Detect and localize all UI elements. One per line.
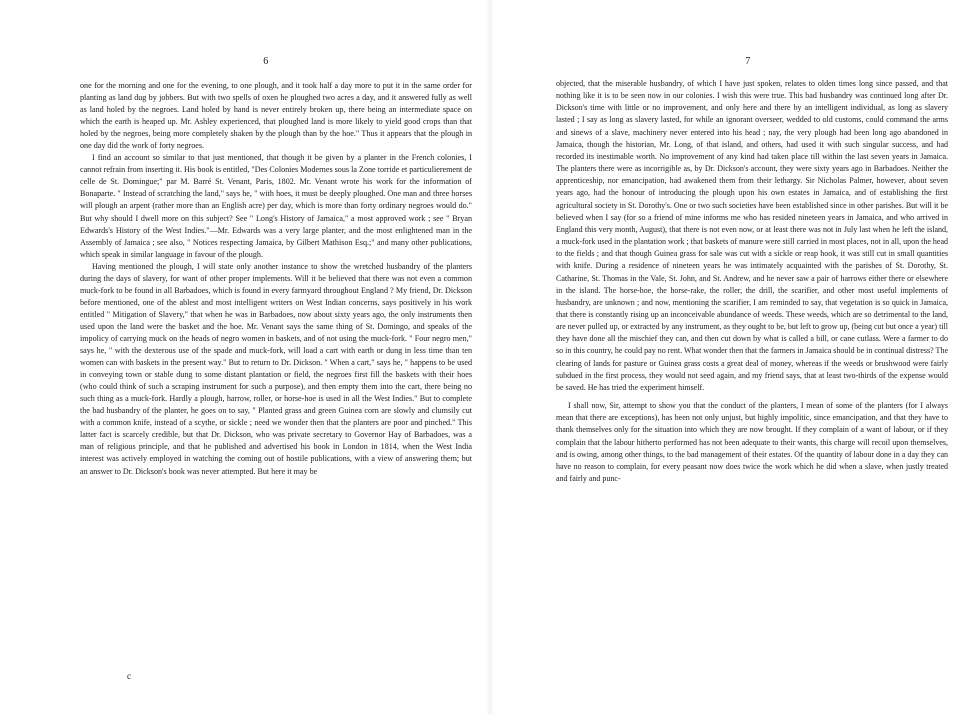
signature-mark: c <box>127 671 131 681</box>
paragraph: I find an account so similar to that just mentioned, that though it be given by a planter in the French colonies, I cannot refrain from inserting it. His book is entitled, "Des Colonies Modernes sous la Zone torride et particulierement de celle de St. Domingue;" par M. Barré St. Venant, Paris, 1802. Mr. Venant wrote his work for the information of Bonaparte. " Instead of scratching the land," says he, " with hoes, it must be deeply ploughed. One man and three horses will plough an arpent (rather more than an English acre) per day, which is more than forty ordinary negroes would do." But why should I dwell more on this subject? See " Long's History of Jamaica," a most approved work ; see " Bryan Edwards's History of the West Indies."—Mr. Edwards was a very large planter, and the most enlightened man in the Assembly of Jamaica ; see also, " Notices respecting Jamaica, by Gilbert Mathison Esq.;" and many other publications, which speak in similar language in favour of the plough. <box>80 153 472 259</box>
paragraph: I shall now, Sir, attempt to show you that the conduct of the planters, I mean of some of the planters (for I always mean that there are exceptions), has been not only unjust, but highly impolitic, since emancipation, and that they have to thank themselves only for the situation into which they are now brought. If they complain of a want of labour, or if they complain that the labour hitherto performed has not been adequate to their wants, this charge will recoil upon themselves, and is owing, among other things, to the bad management of their estates. Of the quantity of labour done in a day they can have no reason to complain, for every peasant now does twice the work which he did when a slave, when justly treated and fairly and punc- <box>556 401 948 483</box>
paragraph: objected, that the miserable husbandry, of which I have just spoken, relates to olden times long since passed, and that nothing like it is to be seen now in our colonies. I wish this were true. This bad husbandry was continued long after Dr. Dickson's time with little or no improvement, and only here and there by an intelligent individual, as long as slavery lasted ; I say as long as slavery lasted, for while an ignorant overseer, wedded to old customs, could command the arms and sinews of a slave, machinery never entered into his head ; nay, the very plough had been long ago abandoned in Jamaica, though the historian, Mr. Long, of that island, and others, had used it with such singular success, and had recorded its inestimable worth. No improvement of any kind had taken place till within the last seven years in Jamaica. The planters there were as incorrigible as, by Dr. Dickson's account, they were sixty years ago in Barbadoes. Neither the apprenticeship, nor emancipation, had awakened them from their lethargy. Sir Nicholas Palmer, however, about seven years ago, had the honour of introducing the plough upon his own estates in Jamaica, and of establishing the first agricultural society in St. Dorothy's. One or two such societies have been established since in other parishes. But will it be believed when I say (for so a friend of mine informs me who has resided nineteen years in Jamaica, and who arrived in England this very month, August), that there is not even now, or at least there was not in July last when he left the island, a muck-fork used in the plantation work ; that baskets of manure were still carried in most places, not in all, upon the head to the fields ; and that though Guinea grass for sale was cut with a sickle or reap hook, it was still cut in small quantities with knife. During a residence of nineteen years he was intimately acquainted with the parishes of St. Dorothy, St. Catharine, St. Thomas in the Vale, St. John, and St. Andrew, and he never saw a pair of harrows either there or elsewhere in the island. The horse-hoe, the horse-rake, the roller, the drill, the scarifier, and other most useful implements of husbandry, are unknown ; and now, mentioning the scarifier, I am reminded to say, that vegetation is so quick in Jamaica, that there is constantly rising up an inconceivable abundance of weeds. These weeds, which are so detrimental to the land, are never pulled up, or extracted by any instrument, as they ought to be, but left to grow up, (being cut but once a year) till they have done all the mischief they can, and then cut down by what is called a bill, or cane cutlass. Were a farmer to do so in this country, he could pay no rent. What wonder then that the farmers in Jamaica should be in continual distress? The clearing of lands for pasture or Guinea grass costs a great deal of money, whereas if the weeds or brushwood were fairly subdued in the first process, they would not seed again, and my friend says, that at least two-thirds of the expense would be saved. He has tried the experiment himself. <box>556 79 948 392</box>
left-page-body <box>80 80 472 478</box>
gutter <box>486 0 494 715</box>
paragraph: one for the morning and one for the evening, to one plough, and it took half a day more to put it in the same order for planting as land dug by jobbers. But with two spells of oxen he ploughed two acres a day, and it answered fully as well as land holed by the negroes. Land holed by hand is never entirely broken up, there being an intermediate space on which the earth is heaped up. Mr. Ashley experienced, that ploughed land is more likely to yield good crops than that holed by the negroes, being more completely shaken by the plough than by the hoe." Thus it appears that the plough in one day did the work of forty negroes. <box>80 81 472 151</box>
page-number-left: 6 <box>263 56 269 67</box>
left-page <box>60 0 472 715</box>
page-number-right: 7 <box>745 56 751 67</box>
right-page-body <box>556 78 948 485</box>
right-page <box>548 0 948 715</box>
paragraph: Having mentioned the plough, I will state only another instance to show the wretched husbandry of the planters during the days of slavery, for want of other proper implements. Will it be believed that there was not even a common muck-fork to be found in all Barbadoes, which is found in every farmyard throughout England ? My friend, Dr. Dickson before mentioned, one of the ablest and most intelligent writers on West Indian concerns, says positively in his work entitled " Mitigation of Slavery," that when he was in Barbadoes, now about sixty years ago, the only instruments then used upon the land were the basket and the hoe. Mr. Venant says the same thing of St. Domingo, and speaks of the impolicy of carrying muck on the heads of negro women in baskets, and of not using the muck-fork. " Four negro men," says he, " with the dexterous use of the spade and muck-fork, will load a cart with earth or dung in less time than ten women can with baskets in the present way." But to return to Dr. Dickson. " When a cart," says he, " happens to be used in conveying town or stable dung to some distant plantation or field, the negroes first fill the baskets with their hoes (who could think of such a scraping instrument for such a purpose), and then empty them into the cart, there being no such thing as a muck-fork. Hardly a plough, harrow, roller, or horse-hoe is used in all the West Indies." But to complete the bad husbandry of the planter, he goes on to say, " Planted grass and green Guinea corn are slowly and clumsily cut with a common knife, instead of a scythe, or sickle ; need we wonder then that the planters are poor and pinched." This latter fact is scarcely credible, but that Dr. Dickson, who was private secretary to Governor Hay of Barbadoes, was a man of religious principle, and that he published and advertised his book in London in 1814, when the West India interest was actively employed in watching the coming out of hostile publications, with a view of answering them; but an answer to Dr. Dickson's book was never attempted. But here it may be <box>80 261 472 476</box>
